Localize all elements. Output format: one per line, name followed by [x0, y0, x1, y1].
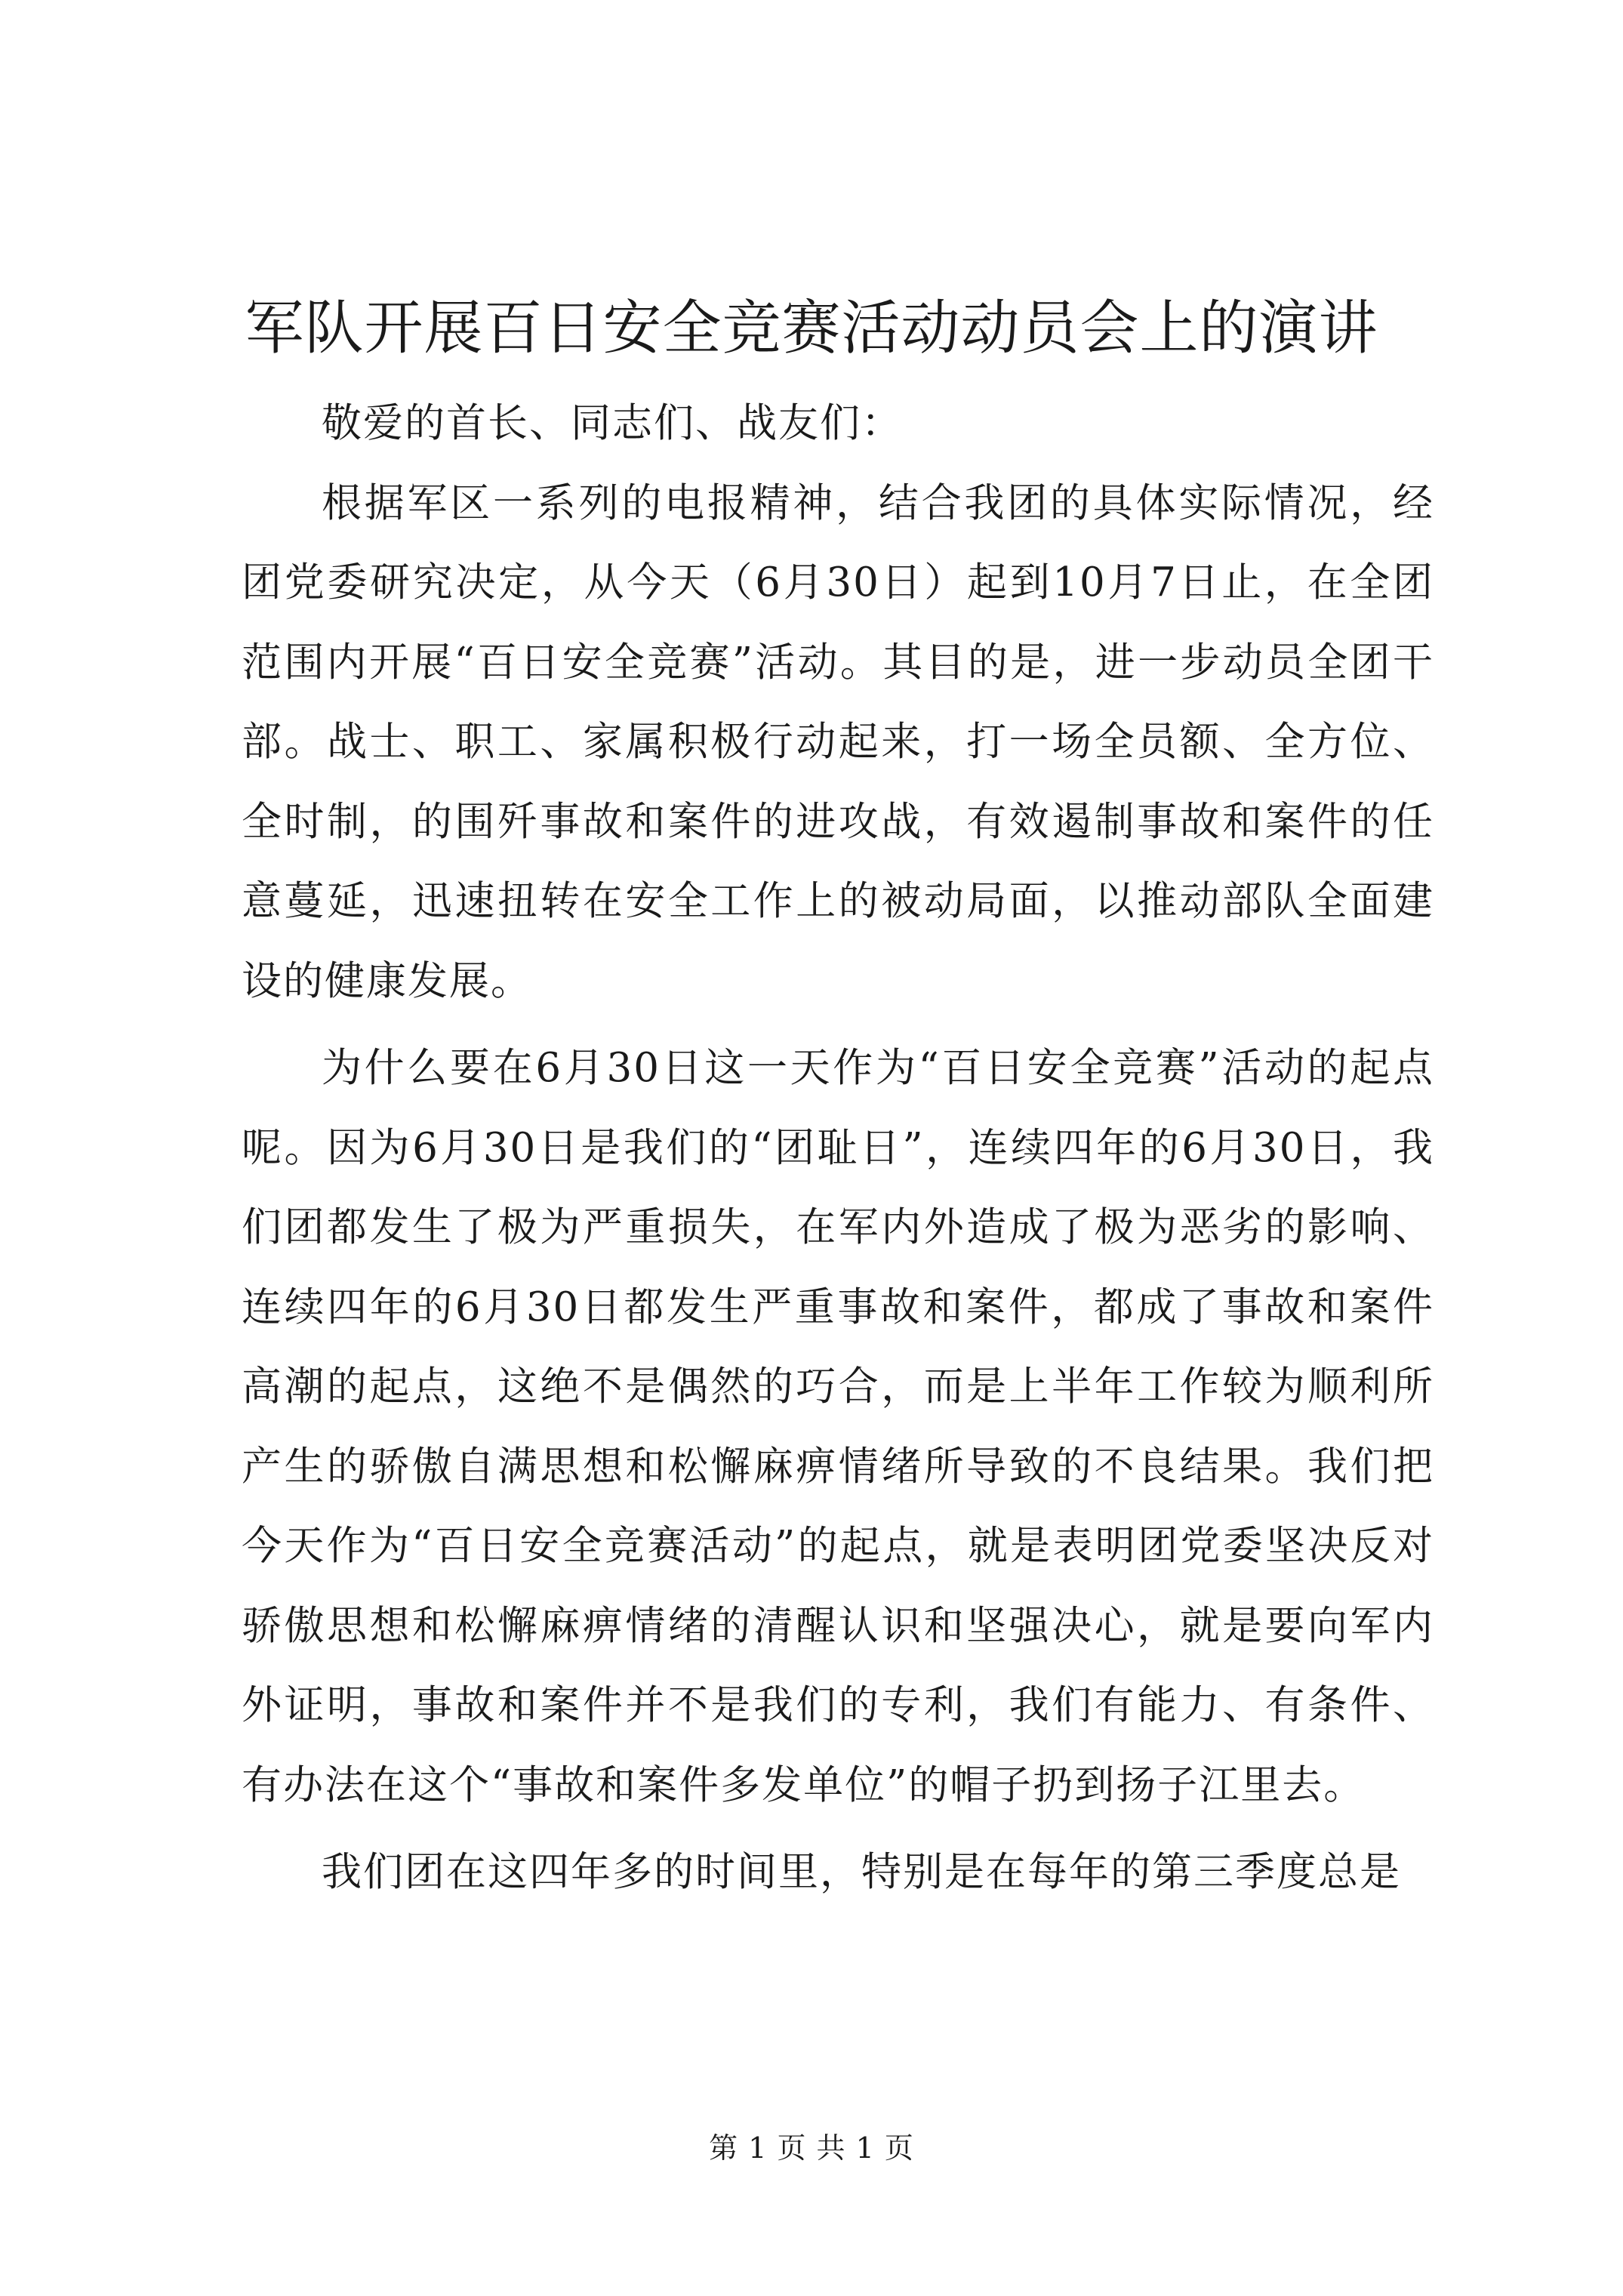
- document-title: 军队开展百日安全竞赛活动动员会上的演讲: [245, 294, 1378, 362]
- body-paragraph: 我们团在这四年多的时间里，特别是在每年的第三季度总是: [322, 1849, 1401, 1895]
- document-body: [242, 384, 1434, 1912]
- salutation-paragraph: 敬爱的首长、同志们、战友们：: [322, 400, 903, 446]
- body-paragraph: 根据军区一系列的电报精神，结合我团的具体实际情况，经团党委研究决定，从今天（6月30日）起到10月7日止，在全团范围内开展“百日安全竞赛”活动。其目的是，进一步动员全团干部。战士、职工、家属积极行动起来，打一场全员额、全方位、全时制，的围歼事故和案件的进攻战，有效遏制事故和案件的任意蔓延，迅速扭转在安全工作上的被动局面，以推动部队全面建设的健康发展。: [242, 479, 1434, 1004]
- page-number-footer: 第 1 页 共 1 页: [709, 2131, 914, 2165]
- body-paragraph: 为什么要在6月30日这一天作为“百日安全竞赛”活动的起点呢。因为6月30日是我们的“团耻日”，连续四年的6月30日，我们团都发生了极为严重损失，在军内外造成了极为恶劣的影响、连续四年的6月30日都发生严重事故和案件，都成了事故和案件高潮的起点，这绝不是偶然的巧合，而是上半年工作较为顺利所产生的骄傲自满思想和松懈麻痹情绪所导致的不良结果。我们把今天作为“百日安全竞赛活动”的起点，就是表明团党委坚决反对骄傲思想和松懈麻痹情绪的清醒认识和坚强决心，就是要向军内外证明，事故和案件并不是我们的专利，我们有能力、有条件、有办法在这个“事故和案件多发单位”的帽子扔到扬子江里去。: [242, 1045, 1434, 1808]
